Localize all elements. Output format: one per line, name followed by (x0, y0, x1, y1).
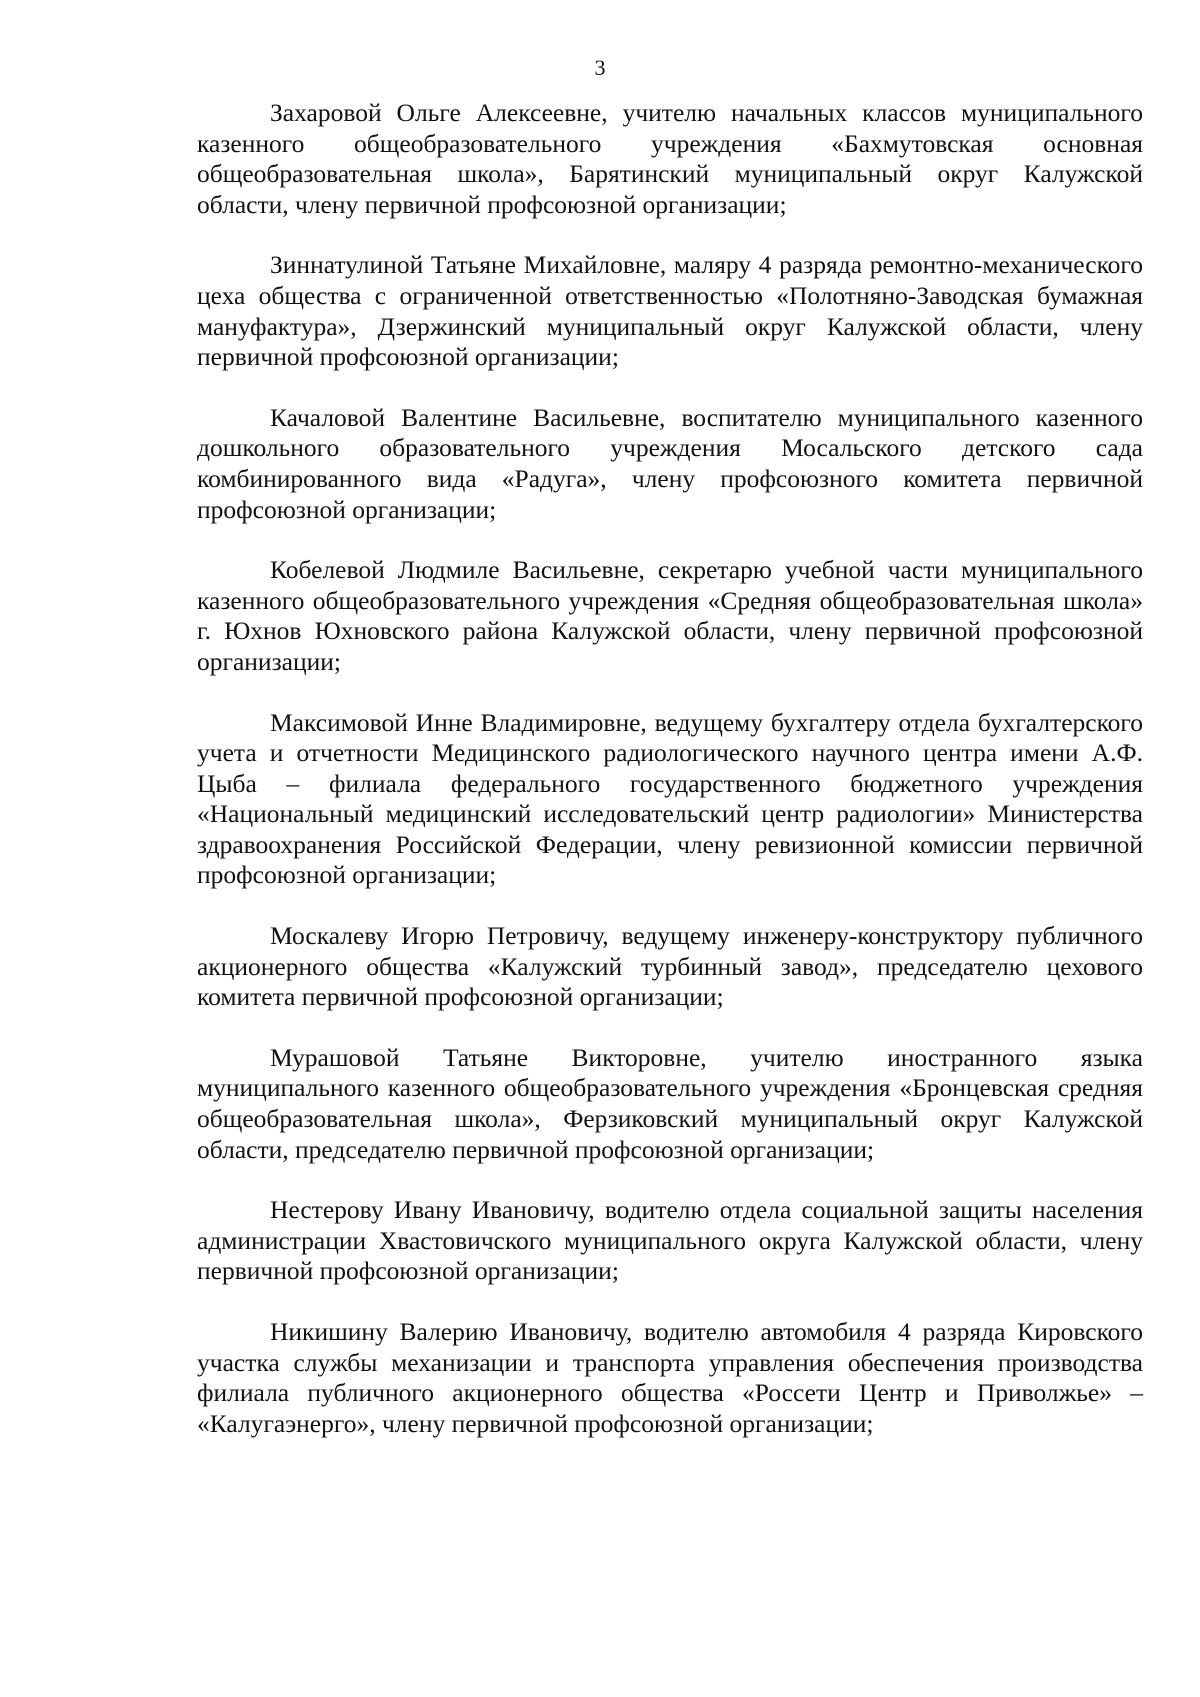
paragraph-kobeleva: Кобелевой Людмиле Васильевне, секретарю учебной части муниципального казенного общеобразовательного учреждения «Средняя общеобразовательная школа» г. Юхнов Юхновского района Калужской области, члену первичной профсоюзной организации; (197, 555, 1143, 676)
paragraph-kachalova: Качаловой Валентине Васильевне, воспитателю муниципального казенного дошкольного образовательного учреждения Мосальского детского сада комбинированного вида «Радуга», члену профсоюзного комитета первичной профсоюзной организации; (197, 402, 1143, 524)
document-body (197, 98, 1143, 1439)
paragraph-nesterov: Нестерову Ивану Ивановичу, водителю отдела социальной защиты населения администрации Хвастовичского муниципального округа Калужской области, члену первичной профсоюзной организации; (197, 1195, 1143, 1286)
paragraph-zinnatulina: Зиннатулиной Татьяне Михайловне, маляру 4 разряда ремонтно-механического цеха общества с ограниченной ответственностью «Полотняно-Заводская бумажная мануфактура», Дзержинский муниципальный округ Калужской области, члену первичной профсоюзной организации; (197, 250, 1143, 372)
paragraph-murashova: Мурашовой Татьяне Викторовне, учителю иностранного языка муниципального казенного общеобразовательного учреждения «Бронцевская средняя общеобразовательная школа», Ферзиковский муниципальный округ Калужской области, председателю первичной профсоюзной организации; (197, 1042, 1143, 1164)
paragraph-moskalev: Москалеву Игорю Петровичу, ведущему инженеру-конструктору публичного акционерного общества «Калужский турбинный завод», председателю цехового комитета первичной профсоюзной организации; (197, 921, 1143, 1012)
page-number: 3 (594, 55, 606, 80)
paragraph-nikishin: Никишину Валерию Ивановичу, водителю автомобиля 4 разряда Кировского участка службы механизации и транспорта управления обеспечения производства филиала публичного акционерного общества «Россети Центр и Приволжье» – «Калугаэнерго», члену первичной профсоюзной организации; (197, 1317, 1143, 1438)
paragraph-maksimova: Максимовой Инне Владимировне, ведущему бухгалтеру отдела бухгалтерского учета и отчетности Медицинского радиологического научного центра имени А.Ф. Цыба – филиала федерального государственного бюджетного учреждения «Национальный медицинский исследовательский центр радиологии» Министерства здравоохранения Российской Федерации, члену ревизионной комиссии первичной профсоюзной организации; (197, 707, 1143, 890)
paragraph-zakharova: Захаровой Ольге Алексеевне, учителю начальных классов муниципального казенного общеобразовательного учреждения «Бахмутовская основная общеобразовательная школа», Барятинский муниципальный округ Калужской области, члену первичной профсоюзной организации; (197, 98, 1143, 219)
